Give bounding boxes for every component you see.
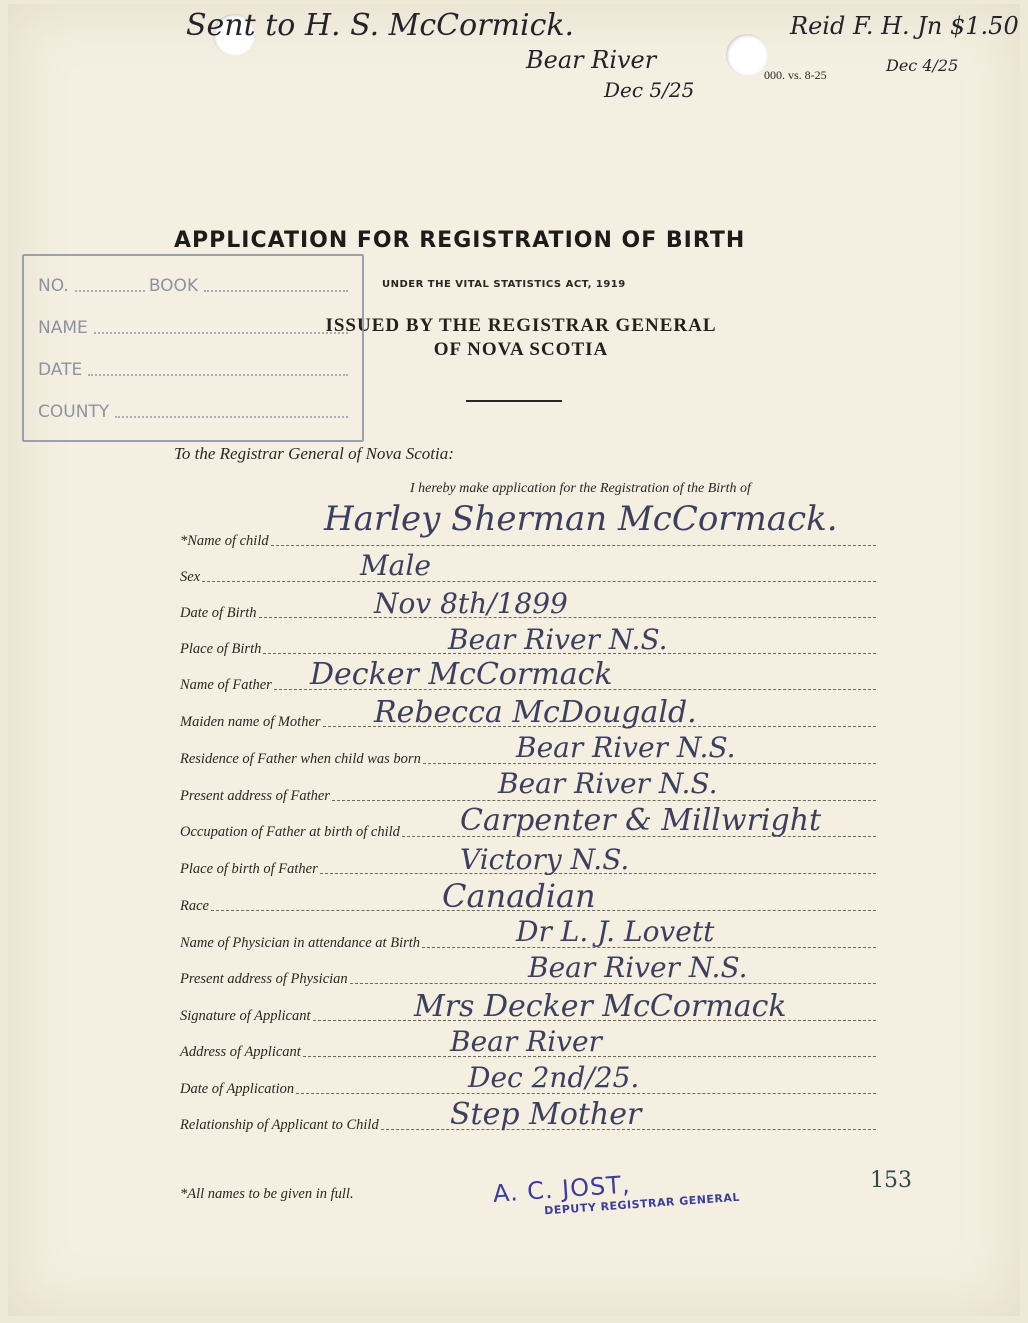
stamp-row-date: [38, 358, 352, 380]
salutation: To the Registrar General of Nova Scotia:: [174, 444, 454, 463]
registration-stamp-box: [22, 254, 364, 442]
form-code: 000. vs. 8-25: [764, 68, 827, 82]
value-place-of-birth: Bear River N.S.: [448, 623, 668, 656]
value-sex: Male: [360, 549, 431, 582]
value-father-occupation: Carpenter & Millwright: [460, 803, 822, 838]
field-label: Name of Father: [180, 677, 272, 693]
annotation-sent-to: Sent to H. S. McCormick.: [186, 8, 575, 43]
field-label: Present address of Father: [180, 788, 330, 804]
annotation-sent-place: Bear River: [526, 46, 657, 74]
annotation-sent-date: Dec 5/25: [604, 78, 695, 102]
field-label: Place of Birth: [180, 641, 262, 657]
annotation-received-date: Dec 4/25: [886, 56, 959, 75]
intro-text: I hereby make application for the Registration of the Birth of: [410, 481, 751, 496]
value-father-residence: Bear River N.S.: [516, 731, 736, 764]
value-date-of-birth: Nov 8th/1899: [374, 587, 568, 620]
field-label: Residence of Father when child was born: [180, 751, 421, 767]
field-label: Maiden name of Mother: [180, 714, 321, 730]
value-applicant-address: Bear River: [450, 1025, 602, 1058]
value-applicant-relationship: Step Mother: [450, 1097, 642, 1132]
annotation-received: Reid F. H. Jn $1.50: [790, 12, 1019, 40]
field-label: Occupation of Father at birth of child: [180, 824, 400, 840]
deputy-registrar-stamp: [492, 1163, 740, 1221]
stamp-dots: [204, 290, 348, 292]
value-race: Canadian: [442, 877, 596, 915]
value-application-date: Dec 2nd/25.: [468, 1061, 640, 1094]
footnote: *All names to be given in full.: [180, 1186, 354, 1202]
issued-by-line-2: OF NOVA SCOTIA: [433, 339, 609, 360]
document-number: 153: [870, 1168, 912, 1193]
stamp-label-book: BOOK: [148, 276, 199, 296]
field-label: Date of Application: [180, 1081, 295, 1097]
value-physician-name: Dr L. J. Lovett: [516, 915, 715, 948]
field-label: Date of Birth: [180, 605, 257, 621]
value-child-name: Harley Sherman McCormack.: [324, 499, 838, 539]
stamp-row-name: [38, 316, 352, 338]
field-line: [202, 581, 876, 582]
document-page: [8, 4, 1020, 1316]
document-title: APPLICATION FOR REGISTRATION OF BIRTH: [174, 228, 746, 253]
stamp-dots: [75, 290, 145, 292]
stamp-jost-name: A. C. JOST,: [492, 1170, 632, 1208]
field-label: Relationship of Applicant to Child: [180, 1117, 379, 1133]
punch-hole-right: [726, 34, 768, 76]
value-mother-maiden-name: Rebecca McDougald.: [374, 695, 697, 730]
stamp-dots: [94, 332, 348, 334]
field-label: Address of Applicant: [180, 1044, 301, 1060]
value-father-name: Decker McCormack: [310, 657, 613, 692]
field-label: Place of birth of Father: [180, 861, 318, 877]
title-rule: [466, 400, 562, 402]
document-subtitle: UNDER THE VITAL STATISTICS ACT, 1919: [382, 279, 626, 290]
stamp-label-no: NO.: [38, 276, 69, 296]
value-father-address: Bear River N.S.: [498, 767, 718, 800]
stamp-label-date: DATE: [38, 360, 83, 380]
value-father-birthplace: Victory N.S.: [460, 843, 630, 876]
value-physician-address: Bear River N.S.: [528, 951, 748, 984]
field-label: Name of Physician in attendance at Birth: [180, 935, 421, 951]
stamp-jost-title: DEPUTY REGISTRAR GENERAL: [543, 1190, 741, 1218]
field-line: [271, 545, 876, 546]
field-label: Present address of Physician: [180, 971, 348, 987]
stamp-dots: [88, 374, 348, 376]
value-applicant-signature: Mrs Decker McCormack: [414, 989, 787, 1024]
field-row-sex: [180, 566, 876, 586]
field-line: [332, 800, 876, 801]
stamp-label-name: NAME: [38, 318, 88, 338]
stamp-row-county: [38, 400, 352, 422]
stamp-dots: [115, 416, 348, 418]
stamp-row-no: [38, 274, 352, 296]
field-label: *Name of child: [180, 533, 269, 549]
field-label: Signature of Applicant: [180, 1008, 311, 1024]
stamp-label-county: COUNTY: [38, 402, 110, 422]
field-label: Race: [180, 898, 209, 914]
field-label: Sex: [180, 569, 201, 585]
issued-by-line-1: ISSUED BY THE REGISTRAR GENERAL: [325, 315, 717, 336]
